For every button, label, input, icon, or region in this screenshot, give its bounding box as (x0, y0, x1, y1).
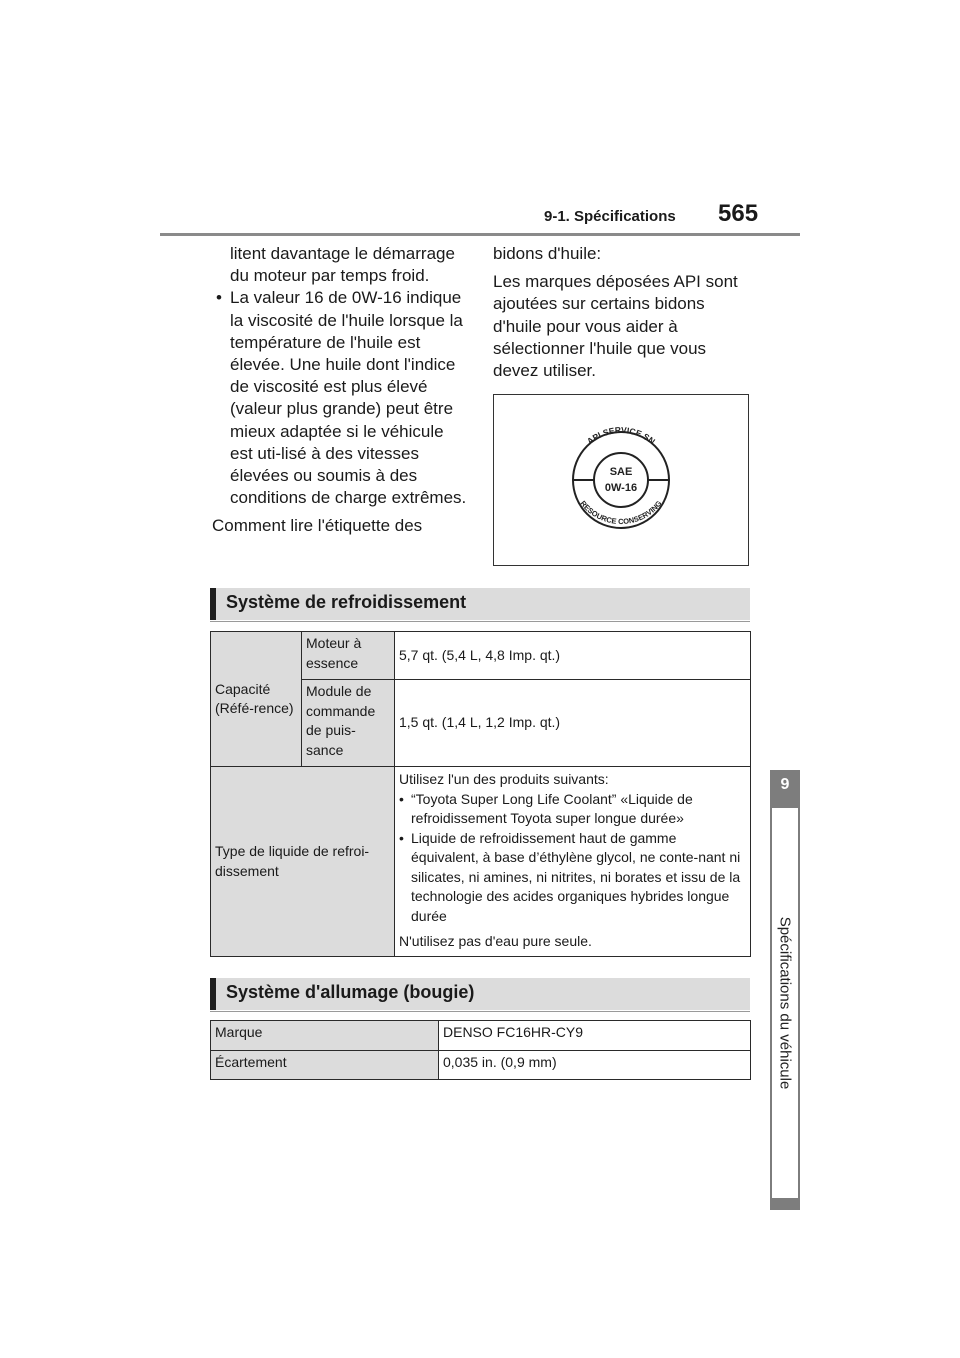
api-center-grade: 0W-16 (604, 482, 638, 494)
coolant-intro: Utilisez l'un des produits suivants: (399, 771, 609, 787)
page-number: 565 (718, 200, 759, 227)
chapter-number: 9 (770, 770, 800, 800)
coolant-note: N'utilisez pas d'eau pure seule. (399, 933, 592, 949)
ignition-section-rule (210, 1011, 750, 1012)
pcu-value: 1,5 qt. (1,4 L, 1,2 Imp. qt.) (395, 680, 751, 767)
engine-value: 5,7 qt. (5,4 L, 4,8 Imp. qt.) (395, 632, 751, 680)
cooling-section-rule (210, 621, 750, 622)
coolant-options-list (399, 790, 746, 927)
table-row (211, 767, 751, 957)
closing-paragraph: Comment lire l'étiquette des (212, 516, 423, 536)
section-title: 9-1. Spécifications (544, 208, 676, 225)
ignition-section-title: Système d'allumage (bougie) (226, 982, 475, 1002)
bullet-icon: • (216, 288, 222, 308)
table-row (211, 1051, 751, 1080)
continuation-paragraph: litent davantage le démarrage du moteur par temps froid. (230, 244, 455, 286)
coolant-label: Type de liquide de refroi-dissement (211, 767, 395, 957)
inner-ring (594, 453, 648, 507)
header-rule (160, 233, 800, 236)
pcu-label: Module de commande de puis-sance (302, 680, 395, 767)
brand-label: Marque (211, 1021, 439, 1051)
api-symbol-figure (493, 394, 749, 566)
list-item: • “Toyota Super Long Life Coolant” «Liquide de refroidissement Toyota super longue durée» (399, 790, 746, 829)
continuation-line: bidons d'huile: (493, 244, 602, 263)
api-paragraph: Les marques déposées API sont ajoutées sur certains bidons d'huile pour vous aider à sélectionner l'huile que vous devez utiliser. (493, 272, 738, 381)
cooling-section-header (210, 588, 750, 620)
list-item: • Liquide de refroidissement haut de gamme équivalent, à base d’éthylène glycol, ne conte-nant ni silicates, ni amines, ni nitrites, ni borates et issu de la technologie des acides organiques hybrides longue durée (399, 829, 746, 927)
engine-label: Moteur à essence (302, 632, 395, 680)
bullet-text: La valeur 16 de 0W-16 indique la viscosité de l'huile lorsque la température de l'huile est élevée. Une huile dont l'indice de viscosité est plus élevé (valeur plus grande) peut être mieux adaptée si le véhicule est uti-lisé à des vitesses élevées ou soumis à des conditions de charge extrêmes. (230, 288, 467, 508)
ignition-table (210, 1020, 751, 1080)
brand-value: DENSO FC16HR-CY9 (439, 1021, 751, 1051)
coolant-value (395, 767, 751, 957)
chapter-title-box (772, 808, 798, 1198)
table-row (211, 632, 751, 680)
cooling-section-title: Système de refroidissement (226, 592, 467, 612)
left-column (212, 243, 470, 538)
api-donut-icon (494, 395, 748, 565)
ignition-section-header (210, 978, 750, 1010)
right-column (493, 243, 755, 382)
api-bottom-text: RESOURCE CONSERVING (578, 498, 664, 527)
api-top-text: API SERVICE SN (584, 424, 658, 447)
api-center-sae: SAE (609, 466, 633, 478)
chapter-title: Spécifications du véhicule (776, 916, 794, 1090)
table-row (211, 1021, 751, 1051)
gap-value: 0,035 in. (0,9 mm) (439, 1051, 751, 1080)
chapter-tab (770, 770, 800, 1210)
cooling-table (210, 631, 751, 957)
gap-label: Écartement (211, 1051, 439, 1080)
capacity-label: Capacité (Réfé-rence) (211, 632, 302, 767)
bullet-item (212, 287, 470, 509)
